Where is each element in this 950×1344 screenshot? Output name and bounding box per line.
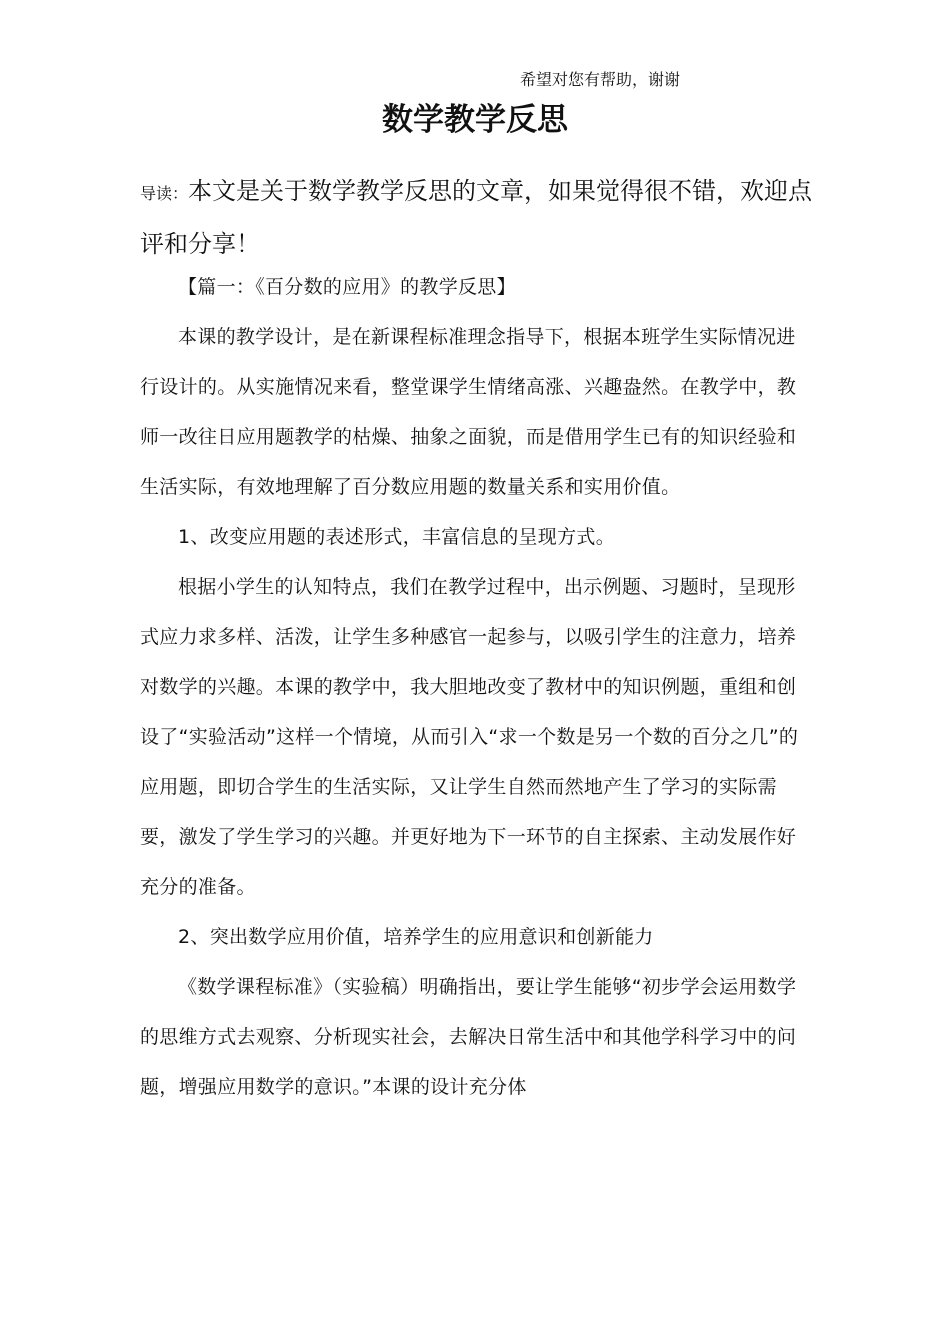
- point-heading-2: 2、突出数学应用价值，培养学生的应用意识和创新能力: [178, 926, 654, 948]
- section-heading: 【篇一：《百分数的应用》的教学反思】: [178, 276, 516, 298]
- document-title: 数学教学反思: [382, 102, 568, 138]
- paragraph-point-2: 《数学课程标准》（实验稿）明确指出，要让学生能够“初步学会运用数学的思维方式去观察、分析现实社会，去解决日常生活中和其他学科学习中的问题，增强应用数学的意识。”本课的设计充分体: [140, 976, 797, 1098]
- document-body: [140, 262, 810, 1112]
- intro-paragraph: [140, 166, 830, 269]
- intro-label: 导读：: [140, 184, 189, 203]
- intro-text: 本文是关于数学教学反思的文章，如果觉得很不错，欢迎点评和分享！: [140, 177, 813, 258]
- header-note: 希望对您有帮助，谢谢: [520, 70, 681, 89]
- paragraph-point-1: 根据小学生的认知特点，我们在教学过程中，出示例题、习题时，呈现形式应力求多样、活泼，让学生多种感官一起参与，以吸引学生的注意力，培养对数学的兴趣。本课的教学中，我大胆地改变了教材中的知识例题，重组和创设了“实验活动”这样一个情境，从而引入“求一个数是另一个数的百分之几”的应用题，即切合学生的生活实际，又让学生自然而然地产生了学习的实际需要，激发了学生学习的兴趣。并更好地为下一环节的自主探索、主动发展作好充分的准备。: [140, 576, 799, 898]
- paragraph-overview: 本课的教学设计，是在新课程标准理念指导下，根据本班学生实际情况进行设计的。从实施情况来看，整堂课学生情绪高涨、兴趣盎然。在教学中，教师一改往日应用题教学的枯燥、抽象之面貌，而是借用学生已有的知识经验和生活实际，有效地理解了百分数应用题的数量关系和实用价值。: [140, 326, 797, 498]
- point-heading-1: 1、改变应用题的表述形式，丰富信息的呈现方式。: [178, 526, 615, 548]
